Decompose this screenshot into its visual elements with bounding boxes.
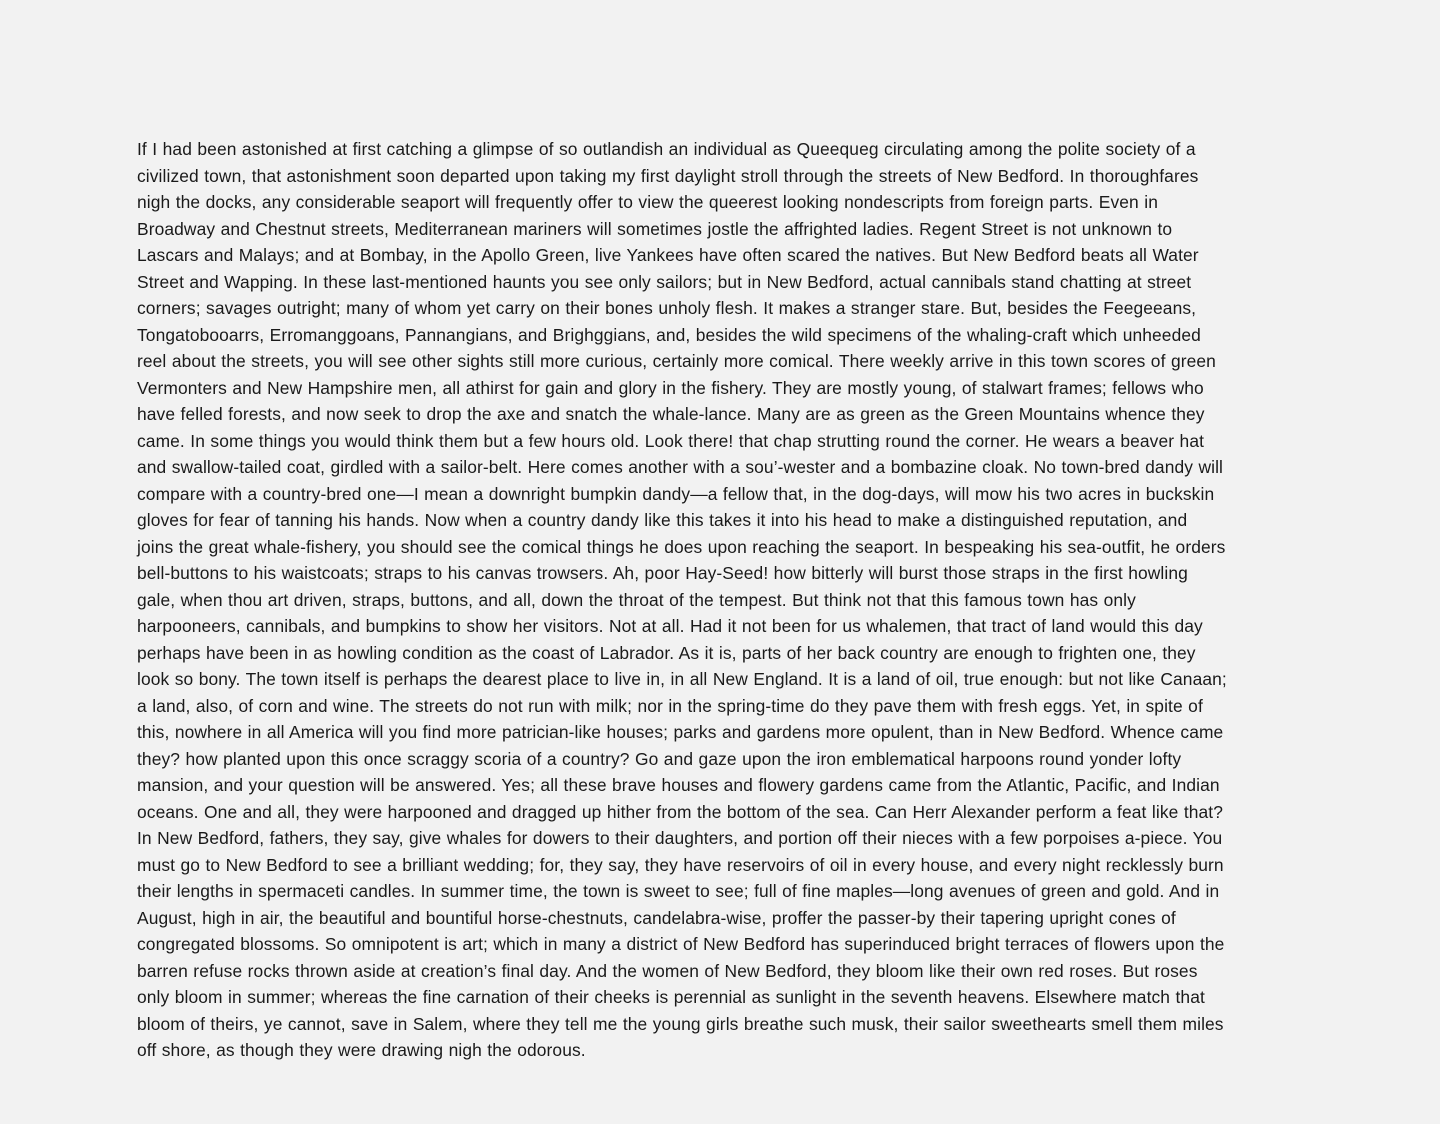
body-paragraph: If I had been astonished at first catching a glimpse of so outlandish an individual as Queequeg circulating among the polite society of a civilized town, that astonishment soon departed upon taking my first daylight stroll through the streets of New Bedford. In thoroughfares nigh the docks, any considerable seaport will frequently offer to view the queerest looking nondescripts from foreign parts. Even in Broadway and Chestnut streets, Mediterranean mariners will sometimes jostle the affrighted ladies. Regent Street is not unknown to Lascars and Malays; and at Bombay, in the Apollo Green, live Yankees have often scared the natives. But New Bedford beats all Water Street and Wapping. In these last-mentioned haunts you see only sailors; but in New Bedford, actual cannibals stand chatting at street corners; savages outright; many of whom yet carry on their bones unholy flesh. It makes a stranger stare. But, besides the Feegeeans, Tongatobooarrs, Erromanggoans, Pannangians, and Brighggians, and, besides the wild specimens of the whaling-craft which unheeded reel about the streets, you will see other sights still more curious, certainly more comical. There weekly arrive in this town scores of green Vermonters and New Hampshire men, all athirst for gain and glory in the fishery. They are mostly young, of stalwart frames; fellows who have felled forests, and now seek to drop the axe and snatch the whale-lance. Many are as green as the Green Mountains whence they came. In some things you would think them but a few hours old. Look there! that chap strutting round the corner. He wears a beaver hat and swallow-tailed coat, girdled with a sailor-belt. Here comes another with a sou’-wester and a bombazine cloak. No town-bred dandy will compare with a country-bred one—I mean a downright bumpkin dandy—a fellow that, in the dog-days, will mow his two acres in buckskin gloves for fear of tanning his hands. Now when a country dandy like this takes it into his head to make a distinguished reputation, and joins the great whale-fishery, you should see the comical things he does upon reaching the seaport. In bespeaking his sea-outfit, he orders bell-buttons to his waistcoats; straps to his canvas trowsers. Ah, poor Hay-Seed! how bitterly will burst those straps in the first howling gale, when thou art driven, straps, buttons, and all, down the throat of the tempest. But think not that this famous town has only harpooneers, cannibals, and bumpkins to show her visitors. Not at all. Had it not been for us whalemen, that tract of land would this day perhaps have been in as howling condition as the coast of Labrador. As it is, parts of her back country are enough to frighten one, they look so bony. The town itself is perhaps the dearest place to live in, in all New England. It is a land of oil, true enough: but not like Canaan; a land, also, of corn and wine. The streets do not run with milk; nor in the spring-time do they pave them with fresh eggs. Yet, in spite of this, nowhere in all America will you find more patrician-like houses; parks and gardens more opulent, than in New Bedford. Whence came they? how planted upon this once scraggy scoria of a country? Go and gaze upon the iron emblematical harpoons round yonder lofty mansion, and your question will be answered. Yes; all these brave houses and flowery gardens came from the Atlantic, Pacific, and Indian oceans. One and all, they were harpooned and dragged up hither from the bottom of the sea. Can Herr Alexander perform a feat like that? In New Bedford, fathers, they say, give whales for dowers to their daughters, and portion off their nieces with a few porpoises a-piece. You must go to New Bedford to see a brilliant wedding; for, they say, they have reservoirs of oil in every house, and every night recklessly burn their lengths in spermaceti candles. In summer time, the town is sweet to see; full of fine maples—long avenues of green and gold. And in August, high in air, the beautiful and bountiful horse-chestnuts, candelabra-wise, proffer the passer-by their tapering upright cones of congregated blossoms. So omnipotent is art; which in many a district of New Bedford has superinduced bright terraces of flowers upon the barren refuse rocks thrown aside at creation’s final day. And the women of New Bedford, they bloom like their own red roses. But roses only bloom in summer; whereas the fine carnation of their cheeks is perennial as sunlight in the seventh heavens. Elsewhere match that bloom of theirs, ye cannot, save in Salem, where they tell me the young girls breathe such musk, their sailor sweethearts smell them miles off shore, as though they were drawing nigh the odorous. — [137, 139, 1227, 1060]
text-page — [137, 136, 1227, 1064]
